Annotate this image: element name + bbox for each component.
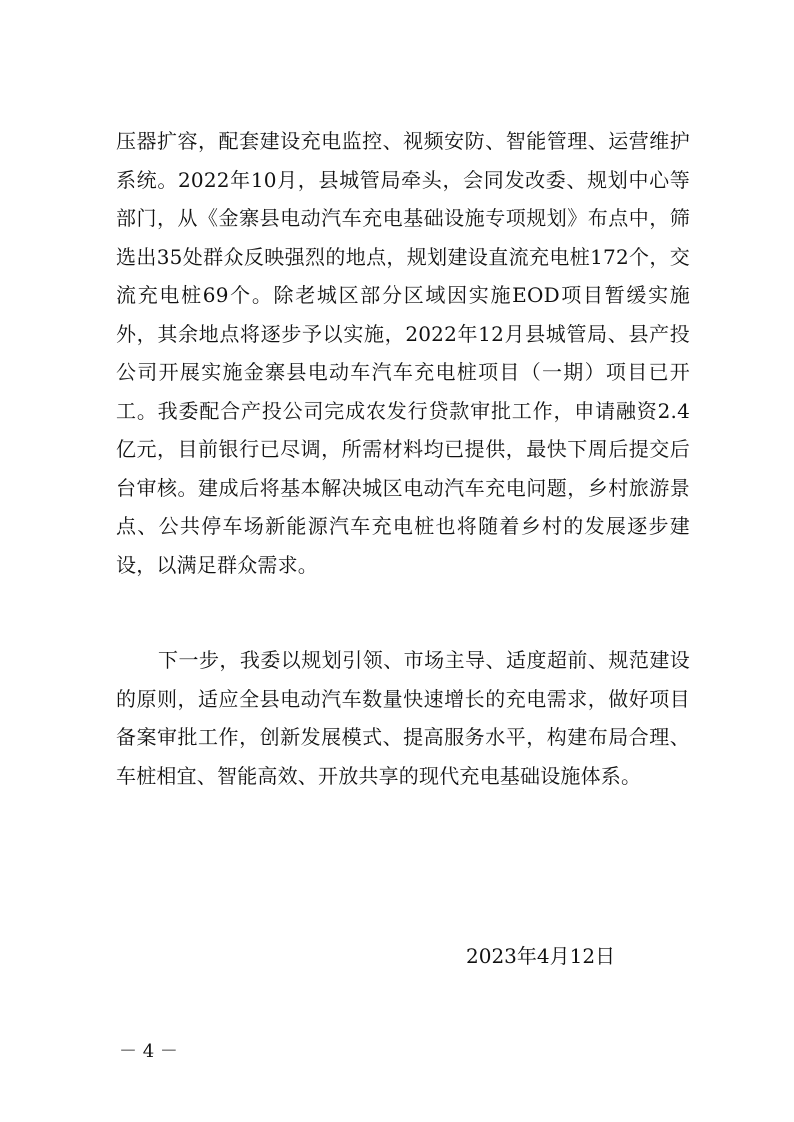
body-paragraph-1: 压器扩容，配套建设充电监控、视频安防、智能管理、运营维护系统。2022年10月，县城管局牵头，会同发改委、规划中心等部门，从《金寨县电动汽车充电基础设施专项规划》布点中，筛选出35处群众反映强烈的地点，规划建设直流充电桩172个，交流充电桩69个。除老城区部分区域因实施EOD项目暂缓实施外，其余地点将逐步予以实施，2022年12月县城管局、县产投公司开展实施金寨县电动车汽车充电桩项目（一期）项目已开工。我委配合产投公司完成农发行贷款审批工作，申请融资2.4亿元，目前银行已尽调，所需材料均已提供，最快下周后提交后台审核。建成后将基本解决城区电动汽车充电问题，乡村旅游景点、公共停车场新能源汽车充电桩也将随着乡村的发展逐步建设，以满足群众需求。 — [116, 129, 690, 577]
body-paragraph-2: 下一步，我委以规划引领、市场主导、适度超前、规范建设的原则，适应全县电动汽车数量快速增长的充电需求，做好项目备案审批工作，创新发展模式、提高服务水平，构建布局合理、车桩相宜、智能高效、开放共享的现代充电基础设施体系。 — [116, 648, 690, 788]
document-date: 2023年4月12日 — [466, 944, 616, 968]
page-number: － 4 － — [119, 1041, 178, 1062]
